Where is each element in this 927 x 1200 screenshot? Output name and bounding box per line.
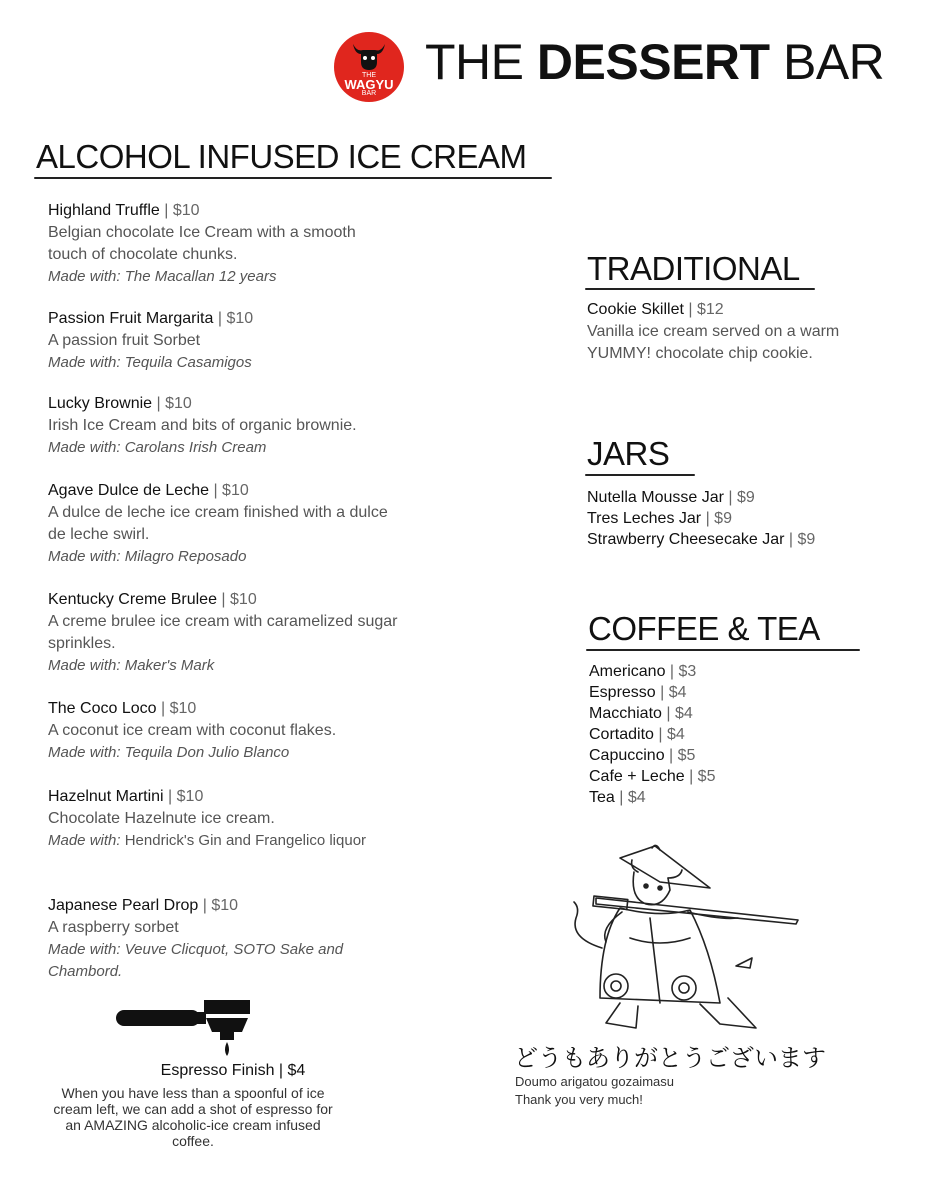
bull-head-icon xyxy=(351,40,387,72)
list-item-price: $4 xyxy=(668,684,687,701)
list-item-separator: | xyxy=(655,684,669,701)
menu-item-heading xyxy=(48,698,398,720)
menu-item-heading xyxy=(48,895,398,917)
menu-item xyxy=(48,895,398,983)
menu-item-price: $12 xyxy=(696,301,724,318)
made-with-label: Made with: Milagro Reposado xyxy=(48,548,247,565)
menu-item-price: $10 xyxy=(165,395,192,412)
menu-item-separator: | xyxy=(213,310,227,327)
page-title xyxy=(425,30,884,94)
title-dessert: DESSERT xyxy=(536,34,770,90)
list-item xyxy=(587,487,815,508)
thank-you-japanese: どうもありがとうございます xyxy=(514,1044,826,1072)
title-the: THE xyxy=(425,34,537,90)
menu-item xyxy=(48,698,398,764)
list-item-price: $4 xyxy=(666,726,685,743)
list-item-separator: | xyxy=(614,789,628,806)
menu-item xyxy=(48,589,398,677)
menu-item-price: $10 xyxy=(222,482,249,499)
menu-item-price: $10 xyxy=(172,202,200,219)
menu-item-separator: | xyxy=(152,395,166,412)
list-item-name: Espresso xyxy=(589,684,656,701)
made-with-label: Made with: Tequila Don Julio Blanco xyxy=(48,744,290,761)
list-item-name: Macchiato xyxy=(589,705,662,722)
list-item-name: Strawberry Cheesecake Jar xyxy=(587,531,785,548)
menu-item-description: A raspberry sorbet xyxy=(48,919,179,936)
list-item-price: $4 xyxy=(627,789,646,806)
menu-item-description: Chocolate Hazelnute ice cream. xyxy=(48,810,275,827)
coffee-section-rule xyxy=(586,649,860,651)
portafilter-icon xyxy=(114,998,254,1060)
traditional-section-title: TRADITIONAL xyxy=(587,250,800,287)
made-with-label: Made with: xyxy=(48,832,121,849)
list-item xyxy=(589,661,715,682)
made-with-label: Made with: Maker's Mark xyxy=(48,657,215,674)
alcohol-section-title: ALCOHOL INFUSED ICE CREAM xyxy=(36,138,527,175)
list-item xyxy=(589,682,715,703)
menu-item-description: A coconut ice cream with coconut flakes. xyxy=(48,722,337,739)
menu-item-description: Belgian chocolate Ice Cream with a smooth touch of chocolate chunks. xyxy=(48,224,356,263)
menu-item-heading xyxy=(48,589,398,611)
menu-item-name: Hazelnut Martini xyxy=(48,788,164,805)
list-item xyxy=(587,508,815,529)
menu-item-name: Agave Dulce de Leche xyxy=(48,482,209,499)
menu-item-separator: | xyxy=(156,700,170,717)
menu-item-description: A creme brulee ice cream with caramelized sugar sprinkles. xyxy=(48,613,398,652)
menu-item-price: $10 xyxy=(230,591,257,608)
menu-item-description: A passion fruit Sorbet xyxy=(48,332,201,349)
menu-item-description: A dulce de leche ice cream finished with a dulce de leche swirl. xyxy=(48,504,388,543)
menu-item-separator: | xyxy=(159,202,173,219)
made-with-label: Made with: Tequila Casamigos xyxy=(48,354,252,371)
made-with-label: Made with: The Macallan 12 years xyxy=(48,268,277,285)
list-item-name: Tea xyxy=(589,789,615,806)
menu-item-price: $10 xyxy=(176,788,204,805)
list-item xyxy=(589,724,715,745)
menu-item-name: Highland Truffle xyxy=(48,202,160,219)
menu-item-made-with xyxy=(48,830,398,852)
jars-section-title: JARS xyxy=(587,435,670,472)
jars-section-rule xyxy=(585,474,695,476)
traditional-section-rule xyxy=(585,288,815,290)
logo-text-wagyu: WAGYU xyxy=(344,77,394,92)
menu-item-name: Cookie Skillet xyxy=(587,301,684,318)
menu-item-made-with xyxy=(48,266,398,288)
made-with-label: Made with: Carolans Irish Cream xyxy=(48,439,267,456)
logo-text-the: THE xyxy=(362,72,376,79)
logo-text-bar: BAR xyxy=(361,90,377,97)
menu-item-name: Kentucky Creme Brulee xyxy=(48,591,217,608)
menu-item-separator: | xyxy=(209,482,223,499)
menu-item-heading xyxy=(48,200,398,222)
coffee-section-title: COFFEE & TEA xyxy=(588,610,820,647)
list-item xyxy=(589,745,715,766)
jars-list xyxy=(587,487,815,550)
list-item-separator: | xyxy=(784,531,798,548)
menu-item-separator: | xyxy=(163,788,177,805)
menu-item-price: $10 xyxy=(226,310,254,327)
list-item-price: $9 xyxy=(737,489,755,506)
title-bar: BAR xyxy=(769,34,885,90)
menu-item xyxy=(48,308,398,374)
made-with-value: Hendrick's Gin and Frangelico liquor xyxy=(120,832,367,849)
menu-item-heading xyxy=(48,308,398,330)
list-item xyxy=(589,703,715,724)
menu-item-name: Japanese Pearl Drop xyxy=(48,897,199,914)
list-item-separator: | xyxy=(684,768,698,785)
menu-item-heading xyxy=(48,786,398,808)
coffee-list xyxy=(589,661,715,808)
list-item-separator: | xyxy=(653,726,667,743)
list-item-price: $5 xyxy=(677,747,696,764)
menu-item-heading xyxy=(48,393,398,415)
espresso-finish-title: Espresso Finish | $4 xyxy=(160,1062,306,1079)
thank-you-romaji: Doumo arigatou gozaimasu xyxy=(515,1074,674,1089)
thank-you-translation xyxy=(515,1073,674,1109)
list-item-name: Nutella Mousse Jar xyxy=(587,489,724,506)
menu-item-description: Irish Ice Cream and bits of organic brownie. xyxy=(48,417,357,434)
list-item-separator: | xyxy=(664,747,678,764)
menu-item-name: Lucky Brownie xyxy=(48,395,153,412)
alcohol-section-rule xyxy=(34,177,552,179)
menu-item-price: $10 xyxy=(211,897,239,914)
list-item xyxy=(589,766,715,787)
menu-item-separator: | xyxy=(683,301,697,318)
list-item-name: Capuccino xyxy=(589,747,665,764)
thank-you-english: Thank you very much! xyxy=(515,1092,643,1107)
list-item-price: $9 xyxy=(714,510,732,527)
menu-item-made-with xyxy=(48,546,398,568)
list-item-price: $9 xyxy=(797,531,816,548)
menu-item-separator: | xyxy=(216,591,231,608)
list-item-price: $4 xyxy=(674,705,693,722)
list-item-separator: | xyxy=(723,489,737,506)
menu-item xyxy=(48,393,398,459)
menu-item-made-with xyxy=(48,437,398,459)
menu-item-heading xyxy=(587,299,847,321)
menu-item-made-with xyxy=(48,655,398,677)
menu-item-separator: | xyxy=(198,897,212,914)
espresso-finish-description: When you have less than a spoonful of ice cream left, we can add a shot of espresso for an AMAZING alcoholic-ice cream infused coffee. xyxy=(53,1085,333,1149)
list-item-separator: | xyxy=(701,510,715,527)
menu-item-made-with xyxy=(48,352,398,374)
menu-item-description: Vanilla ice cream served on a warm YUMMY! chocolate chip cookie. xyxy=(587,323,840,362)
list-item-price: $5 xyxy=(697,768,716,785)
menu-item xyxy=(48,480,398,568)
menu-item xyxy=(48,200,398,288)
menu-item-heading xyxy=(48,480,398,502)
menu-item-price: $10 xyxy=(169,700,197,717)
list-item-name: Cafe + Leche xyxy=(589,768,685,785)
menu-item-made-with xyxy=(48,742,398,764)
menu-item-cookie-skillet xyxy=(587,299,847,365)
samurai-bull-illustration xyxy=(560,838,805,1038)
list-item-separator: | xyxy=(665,663,679,680)
menu-item xyxy=(48,786,398,852)
made-with-label: Made with: Veuve Clicquot, SOTO Sake and Chambord. xyxy=(48,941,344,980)
list-item-name: Cortadito xyxy=(589,726,654,743)
list-item xyxy=(589,787,715,808)
list-item-name: Americano xyxy=(589,663,666,680)
list-item xyxy=(587,529,815,550)
menu-item-name: Passion Fruit Margarita xyxy=(48,310,214,327)
list-item-price: $3 xyxy=(678,663,697,680)
list-item-name: Tres Leches Jar xyxy=(587,510,702,527)
list-item-separator: | xyxy=(661,705,675,722)
menu-item-made-with xyxy=(48,939,398,983)
menu-item-name: The Coco Loco xyxy=(48,700,157,717)
wagyu-bar-logo xyxy=(334,32,404,102)
